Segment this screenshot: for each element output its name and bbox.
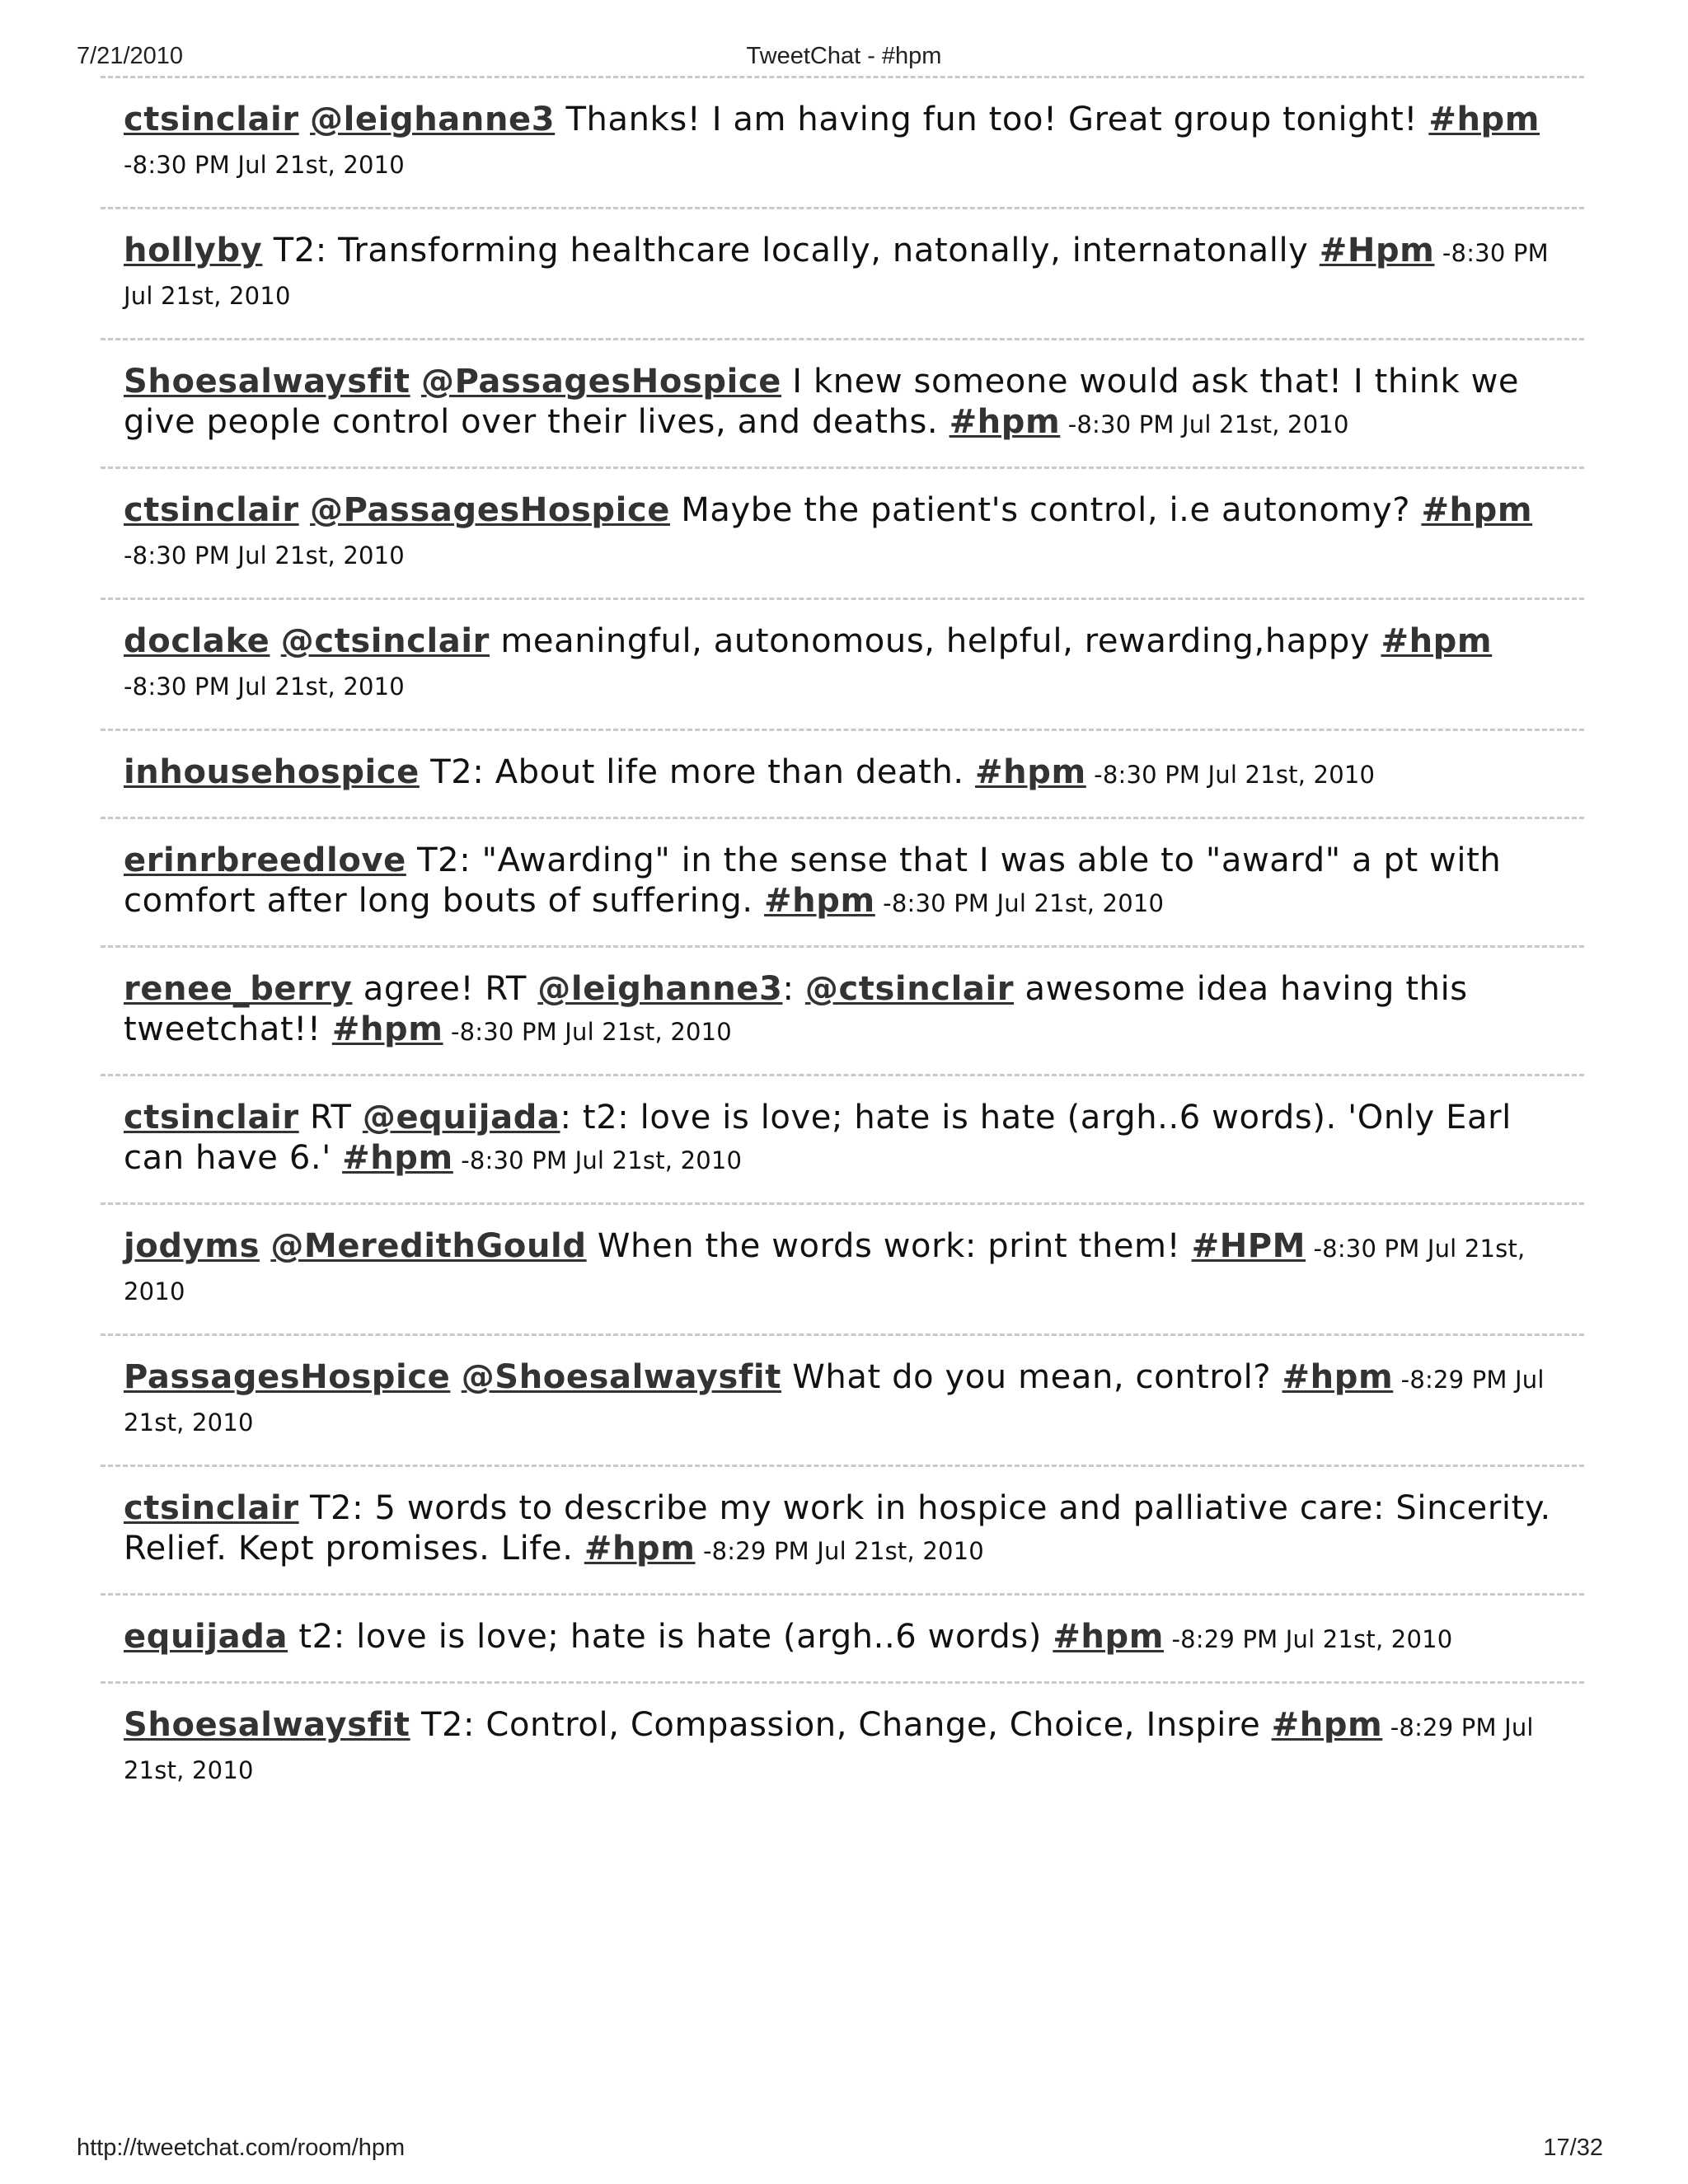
tweet-timestamp: -8:30 PM Jul 21st, 2010 <box>443 1018 732 1046</box>
hashtag-link[interactable]: #hpm <box>584 1530 696 1568</box>
mention-link[interactable]: @Shoesalwaysfit <box>461 1358 781 1396</box>
tweet-timestamp: -8:29 PM Jul 21st, 2010 <box>124 1366 1545 1436</box>
tweet-timestamp: -8:30 PM Jul 21st, 2010 <box>124 239 1549 310</box>
tweet-timestamp: -8:30 PM Jul 21st, 2010 <box>1085 761 1376 789</box>
tweet-timestamp: -8:30 PM Jul 21st, 2010 <box>452 1146 743 1174</box>
mention-link[interactable]: @PassagesHospice <box>310 491 670 529</box>
tweet-item <box>101 1593 1584 1681</box>
username-link[interactable]: ctsinclair <box>124 491 299 529</box>
tweet-text: Maybe the patient's control, i.e autonomy? <box>669 491 1422 529</box>
username-link[interactable]: ctsinclair <box>124 1489 299 1527</box>
tweet-timestamp: -8:30 PM Jul 21st, 2010 <box>874 889 1165 917</box>
tweet-timestamp: -8:29 PM Jul 21st, 2010 <box>695 1537 984 1565</box>
hashtag-link[interactable]: #hpm <box>1428 101 1540 138</box>
username-link[interactable]: inhousehospice <box>124 753 420 791</box>
hashtag-link[interactable]: #Hpm <box>1319 232 1435 269</box>
username-link[interactable]: Shoesalwaysfit <box>124 363 410 401</box>
username-link[interactable]: doclake <box>124 622 270 660</box>
tweet-text: t2: love is love; hate is hate (argh..6 words) <box>288 1618 1053 1656</box>
hashtag-link[interactable]: #hpm <box>1053 1618 1165 1656</box>
hashtag-link[interactable]: #hpm <box>1271 1706 1383 1744</box>
tweet-feed <box>101 76 1584 1812</box>
page-footer <box>0 2135 1688 2168</box>
tweet-item <box>101 1465 1584 1593</box>
tweet-item <box>101 945 1584 1074</box>
tweet-text: Thanks! I am having fun too! Great group tonight! <box>555 101 1429 138</box>
username-link[interactable]: renee_berry <box>124 970 353 1008</box>
tweet-timestamp: -8:30 PM Jul 21st, 2010 <box>124 151 405 179</box>
username-link[interactable]: equijada <box>124 1618 288 1656</box>
mention-link[interactable]: @equijada <box>362 1099 560 1137</box>
username-link[interactable]: Shoesalwaysfit <box>124 1706 410 1744</box>
tweet-item <box>101 1681 1584 1812</box>
page-header <box>0 43 1688 76</box>
print-date: 7/21/2010 <box>77 43 184 69</box>
tweet-text: T2: Transforming healthcare locally, natonally, internatonally <box>262 232 1320 269</box>
tweet-text <box>299 491 310 529</box>
tweet-timestamp: -8:29 PM Jul 21st, 2010 <box>1164 1625 1453 1653</box>
tweet-timestamp: -8:30 PM Jul 21st, 2010 <box>124 673 405 701</box>
hashtag-link[interactable]: #hpm <box>764 882 875 920</box>
mention-link[interactable]: @PassagesHospice <box>420 363 781 401</box>
tweet-text: : <box>782 970 805 1008</box>
tweet-item <box>101 598 1584 729</box>
tweet-text: What do you mean, control? <box>781 1358 1282 1396</box>
hashtag-link[interactable]: #hpm <box>1381 622 1493 660</box>
hashtag-link[interactable]: #hpm <box>342 1139 453 1177</box>
tweet-text: When the words work: print them! <box>586 1227 1192 1265</box>
tweet-item <box>101 207 1584 338</box>
username-link[interactable]: erinrbreedlove <box>124 841 406 879</box>
username-link[interactable]: ctsinclair <box>124 101 299 138</box>
tweet-text: awesome idea having this tweetchat!! <box>124 970 1468 1048</box>
tweet-text: meaningful, autonomous, helpful, rewarding,happy <box>490 622 1381 660</box>
username-link[interactable]: PassagesHospice <box>124 1358 451 1396</box>
tweet-item <box>101 1333 1584 1465</box>
mention-link[interactable]: @leighanne3 <box>310 101 556 138</box>
tweet-text: T2: Control, Compassion, Change, Choice, Inspire <box>410 1706 1272 1744</box>
hashtag-link[interactable]: #hpm <box>975 753 1086 791</box>
tweet-text: T2: About life more than death. <box>419 753 976 791</box>
page-title: TweetChat - #hpm <box>746 43 942 69</box>
tweet-item <box>101 817 1584 945</box>
tweet-text <box>260 1227 270 1265</box>
mention-link[interactable]: @MeredithGould <box>270 1227 587 1265</box>
tweet-text <box>410 363 421 401</box>
hashtag-link[interactable]: #HPM <box>1191 1227 1306 1265</box>
tweet-text <box>450 1358 461 1396</box>
tweet-text <box>270 622 280 660</box>
username-link[interactable]: jodyms <box>124 1227 260 1265</box>
mention-link[interactable]: @leighanne3 <box>537 970 783 1008</box>
tweet-item <box>101 729 1584 817</box>
tweet-text: T2: "Awarding" in the sense that I was able to "award" a pt with comfort after long bouts of suffering. <box>124 841 1502 920</box>
tweet-item <box>101 1202 1584 1333</box>
hashtag-link[interactable]: #hpm <box>1282 1358 1394 1396</box>
tweet-text: I knew someone would ask that! I think we give people control over their lives, and deaths. <box>124 363 1520 441</box>
page-number: 17/32 <box>1543 2135 1603 2161</box>
tweet-item <box>101 1074 1584 1202</box>
tweet-item <box>101 466 1584 598</box>
tweet-timestamp: -8:30 PM Jul 21st, 2010 <box>1060 410 1349 438</box>
tweet-text <box>299 101 310 138</box>
tweet-timestamp: -8:30 PM Jul 21st, 2010 <box>124 541 405 569</box>
username-link[interactable]: ctsinclair <box>124 1099 299 1137</box>
tweet-text: : t2: love is love; hate is hate (argh..6 words). 'Only Earl can have 6.' <box>124 1099 1512 1177</box>
tweet-timestamp: -8:30 PM Jul 21st, 2010 <box>124 1235 1526 1305</box>
tweet-timestamp: -8:29 PM Jul 21st, 2010 <box>124 1713 1534 1784</box>
tweet-text: agree! RT <box>352 970 538 1008</box>
page-url: http://tweetchat.com/room/hpm <box>77 2135 406 2161</box>
tweet-text: RT <box>298 1099 363 1137</box>
tweet-item <box>101 76 1584 207</box>
tweet-text: T2: 5 words to describe my work in hospice and palliative care: Sincerity. Relief. Kept promises. Life. <box>124 1489 1551 1568</box>
tweet-item <box>101 338 1584 466</box>
mention-link[interactable]: @ctsinclair <box>280 622 490 660</box>
hashtag-link[interactable]: #hpm <box>1421 491 1533 529</box>
mention-link[interactable]: @ctsinclair <box>804 970 1015 1008</box>
hashtag-link[interactable]: #hpm <box>949 403 1061 441</box>
username-link[interactable]: hollyby <box>124 232 263 269</box>
hashtag-link[interactable]: #hpm <box>331 1010 443 1048</box>
